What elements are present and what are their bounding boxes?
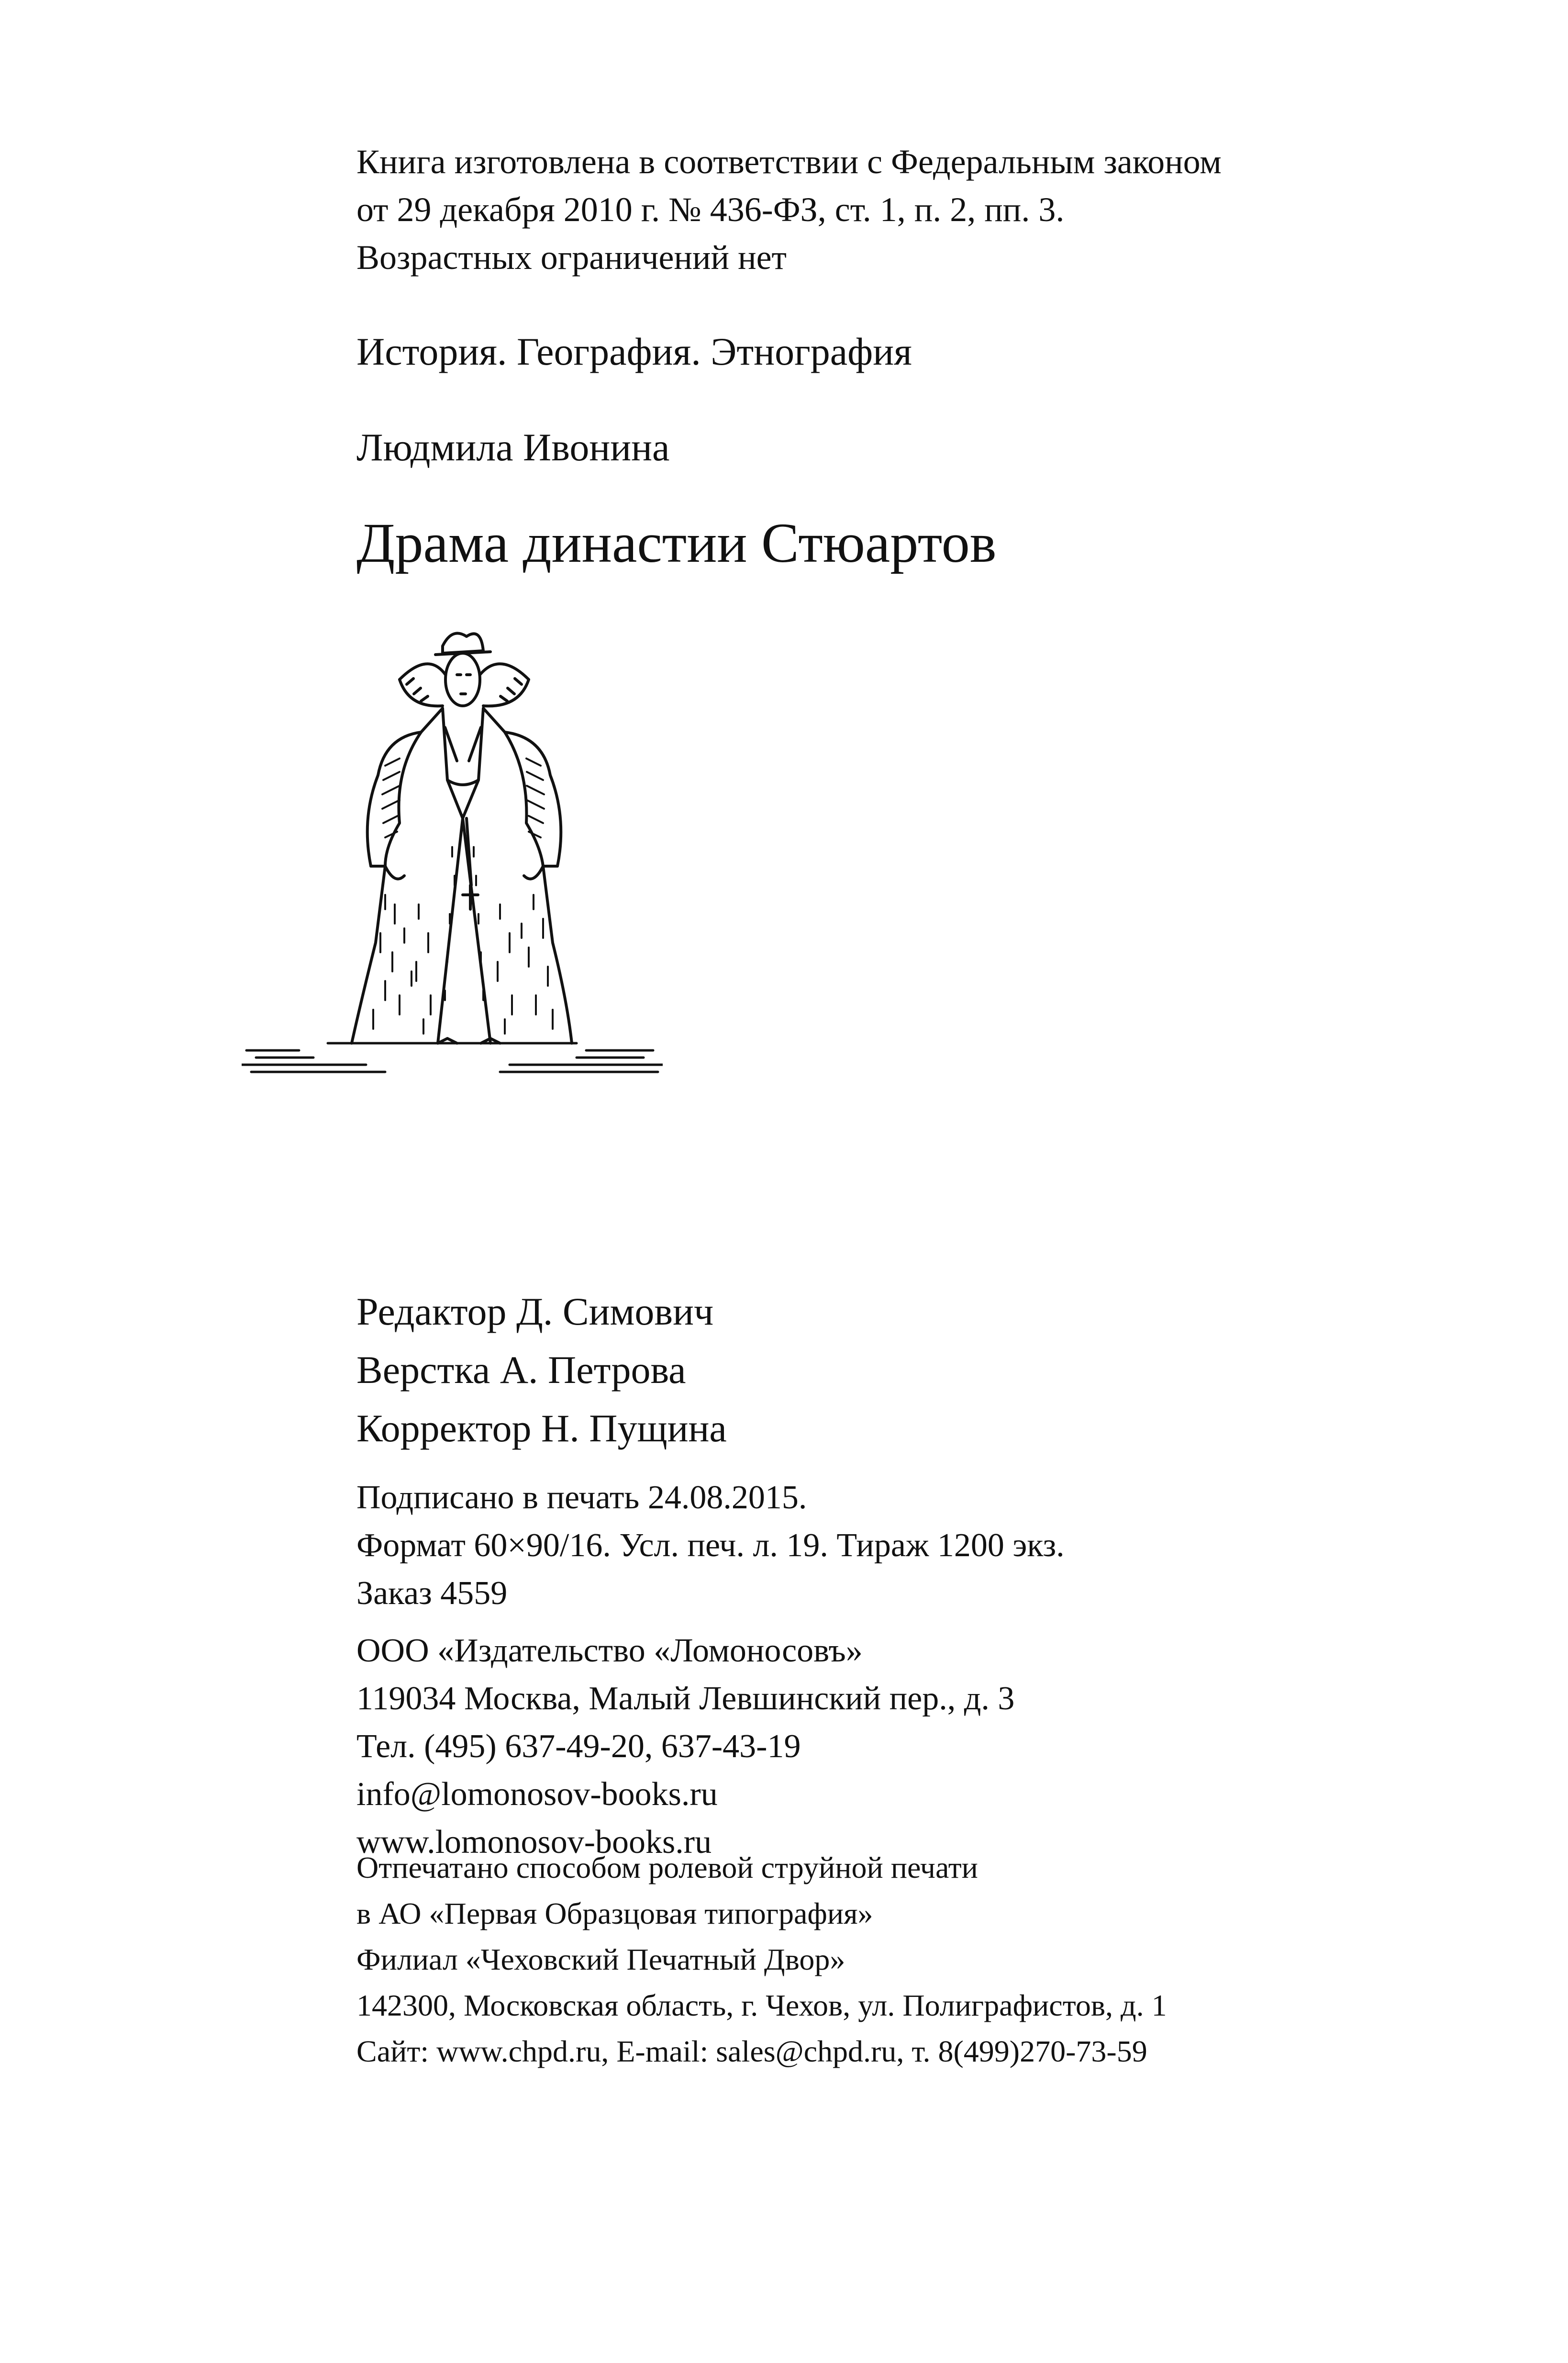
credit-line: Редактор Д. Симович xyxy=(356,1290,714,1333)
publisher-email: info@lomonosov-books.ru xyxy=(356,1776,718,1813)
legal-line: Возрастных ограничений нет xyxy=(356,238,787,277)
publisher-line: 119034 Москва, Малый Левшинский пер., д. 3 xyxy=(356,1680,1015,1717)
publisher-line: ООО «Издательство «Ломоносовъ» xyxy=(356,1632,863,1669)
book-category: История. География. Этнография xyxy=(356,330,912,373)
legal-line: Книга изготовлена в соответствии с Федеральным законом xyxy=(356,143,1222,181)
legal-notice xyxy=(356,138,1222,281)
credit-line: Корректор Н. Пущина xyxy=(356,1406,727,1450)
publisher-website: www.lomonosov-books.ru xyxy=(356,1824,712,1861)
printer-line: в АО «Первая Образцовая типография» xyxy=(356,1896,873,1930)
imprint-line: Формат 60×90/16. Усл. печ. л. 19. Тираж 1200 экз. xyxy=(356,1527,1065,1564)
printer-info xyxy=(356,1845,1167,2074)
credits xyxy=(356,1282,727,1458)
book-title: Драма династии Стюартов xyxy=(356,512,997,574)
printer-line: Сайт: www.chpd.ru, E-mail: sales@chpd.ru, т. 8(499)270-73-59 xyxy=(356,2034,1147,2068)
imprint-line: Подписано в печать 24.08.2015. xyxy=(356,1479,807,1516)
publisher-line: Тел. (495) 637-49-20, 637-43-19 xyxy=(356,1728,801,1765)
credit-line: Верстка А. Петрова xyxy=(356,1348,686,1392)
publisher-info xyxy=(356,1627,1014,1866)
imprint-details xyxy=(356,1474,1065,1617)
legal-line: от 29 декабря 2010 г. № 436-ФЗ, ст. 1, п. 2, пп. 3. xyxy=(356,190,1065,229)
imprint-line: Заказ 4559 xyxy=(356,1575,508,1612)
queen-in-gown-engraving-icon xyxy=(242,617,663,1077)
printer-line: 142300, Московская область, г. Чехов, ул. Полиграфистов, д. 1 xyxy=(356,1988,1167,2022)
printer-line: Отпечатано способом ролевой струйной печати xyxy=(356,1850,978,1884)
printer-line: Филиал «Чеховский Печатный Двор» xyxy=(356,1942,845,1976)
book-author: Людмила Ивонина xyxy=(356,425,670,469)
